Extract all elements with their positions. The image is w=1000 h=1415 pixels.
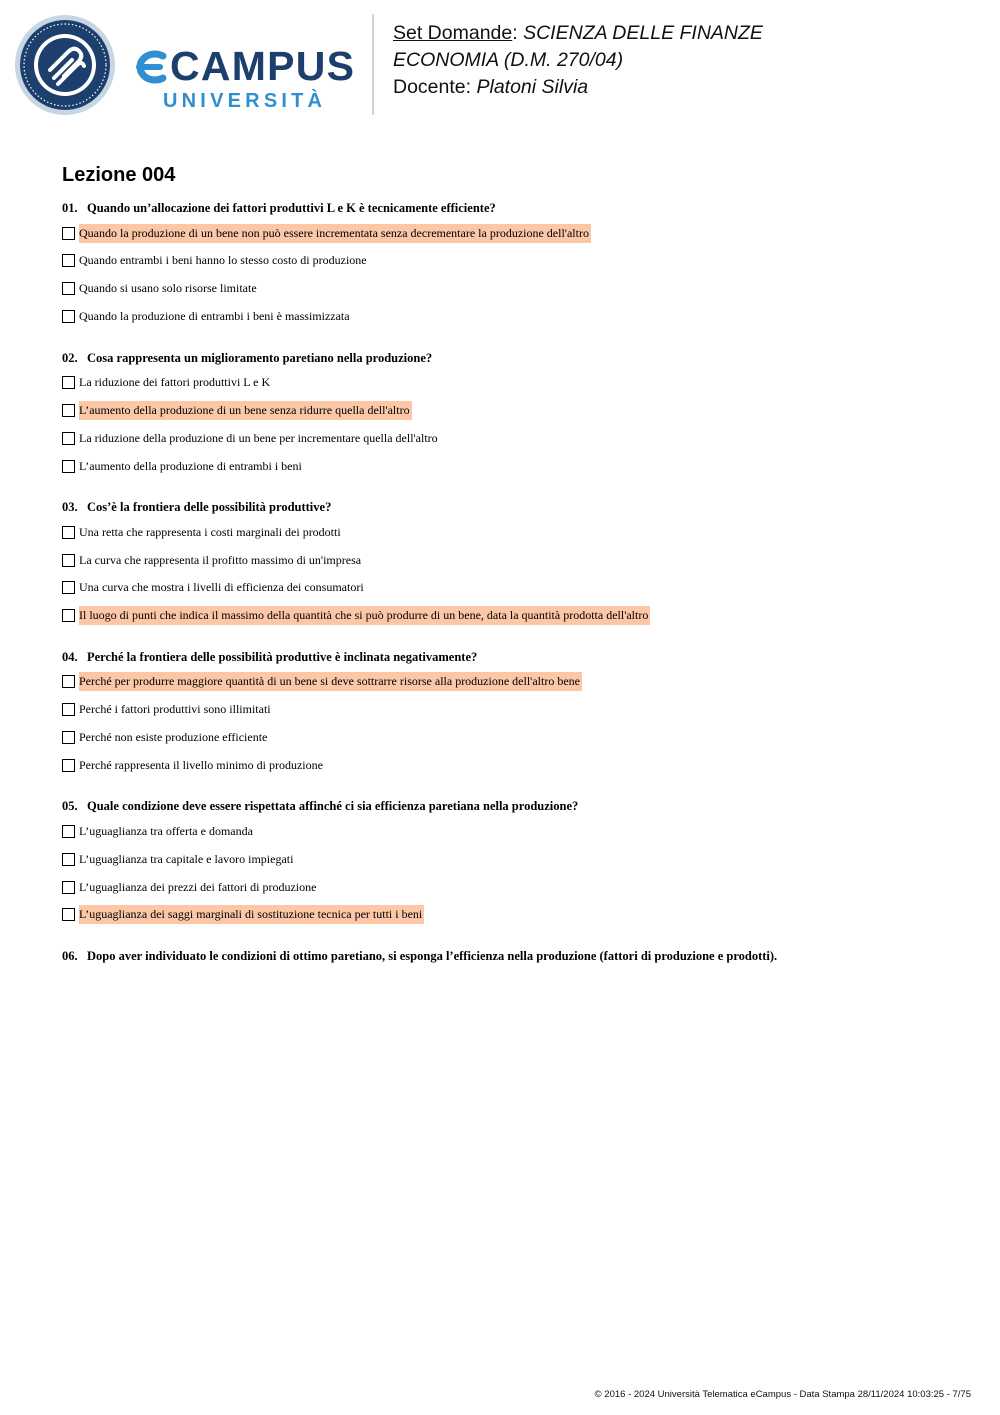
answer-option[interactable] [62, 373, 962, 393]
question-list [62, 198, 962, 966]
question-number: 02. [62, 350, 78, 365]
question-label: Cosa rappresenta un miglioramento paretiano nella produzione? [87, 350, 433, 365]
answer-checkbox[interactable] [62, 554, 75, 567]
answer-option[interactable] [62, 428, 962, 448]
answer-checkbox[interactable] [62, 853, 75, 866]
answer-text: La curva che rappresenta il profitto massimo di un'impresa [79, 552, 362, 567]
answer-option[interactable] [62, 755, 962, 775]
question-text [62, 647, 962, 667]
teacher-name: Platoni Silvia [476, 76, 589, 98]
course-line2: ECONOMIA (D.M. 270/04) [393, 49, 624, 71]
answer-text-highlighted: Il luogo di punti che indica il massimo della quantità che si può produrre di un bene, data la quantità prodotta dell'altro [79, 606, 650, 625]
answer-text-highlighted: Quando la produzione di un bene non può essere incrementata senza decrementare la produzione dell'altro [79, 224, 591, 243]
header-info [393, 20, 763, 101]
answer-option[interactable] [62, 727, 962, 747]
question-number: 06. [62, 948, 78, 963]
main-content [62, 162, 962, 971]
answer-option[interactable] [62, 849, 962, 869]
answer-option[interactable] [62, 672, 962, 692]
question-4 [62, 647, 962, 776]
answer-option[interactable] [62, 606, 962, 626]
set-line [393, 20, 763, 47]
answer-text: Perché i fattori produttivi sono illimitati [79, 702, 271, 717]
answer-text: Perché rappresenta il livello minimo di produzione [79, 757, 323, 772]
question-text [62, 796, 962, 816]
answer-option[interactable] [62, 279, 962, 299]
answer-option[interactable] [62, 456, 962, 476]
answer-text: L’aumento della produzione di entrambi i beni [79, 458, 302, 473]
answer-checkbox[interactable] [62, 908, 75, 921]
question-label: Dopo aver individuato le condizioni di ottimo paretiano, si esponga l’efficienza nella produzione (fattori di produzione e prodotti). [87, 948, 778, 963]
ecampus-seal-logo [14, 14, 116, 116]
answer-option[interactable] [62, 578, 962, 598]
set-separator: : [512, 22, 518, 44]
answer-option[interactable] [62, 400, 962, 420]
answer-checkbox[interactable] [62, 881, 75, 894]
ecampus-wordmark-logo [133, 38, 355, 112]
answer-checkbox[interactable] [62, 376, 75, 389]
answer-text: Una retta che rappresenta i costi marginali dei prodotti [79, 524, 341, 539]
question-6 [62, 946, 962, 966]
answer-option[interactable] [62, 550, 962, 570]
answer-checkbox[interactable] [62, 759, 75, 772]
question-number: 01. [62, 201, 78, 215]
header-divider [372, 14, 374, 115]
answer-checkbox[interactable] [62, 675, 75, 688]
answer-option[interactable] [62, 877, 962, 897]
answer-text: Quando si usano solo risorse limitate [79, 281, 257, 296]
teacher-line [393, 74, 763, 101]
course-name: SCIENZA DELLE FINANZE [523, 22, 763, 44]
answer-text: L’uguaglianza dei prezzi dei fattori di produzione [79, 879, 317, 894]
set-label: Set Domande [393, 22, 513, 44]
answer-text: Quando la produzione di entrambi i beni è massimizzata [79, 309, 350, 324]
answer-text-highlighted: Perché per produrre maggiore quantità di un bene si deve sottrarre risorse alla produzione dell'altro bene [79, 672, 582, 691]
question-label: Cos’è la frontiera delle possibilità produttive? [87, 500, 332, 515]
question-label: Perché la frontiera delle possibilità produttive è inclinata negativamente? [87, 649, 478, 664]
answer-checkbox[interactable] [62, 825, 75, 838]
question-text [62, 497, 962, 517]
answer-text: Quando entrambi i beni hanno lo stesso costo di produzione [79, 253, 367, 268]
footer: © 2016 - 2024 Università Telematica eCampus - Data Stampa 28/11/2024 10:03:25 - 7/75 [594, 1389, 971, 1400]
question-5 [62, 796, 962, 925]
brand-sub: UNIVERSITÀ [163, 90, 326, 112]
answer-text: L’uguaglianza tra capitale e lavoro impiegati [79, 851, 294, 866]
answer-text-highlighted: L’uguaglianza dei saggi marginali di sostituzione tecnica per tutti i beni [79, 905, 424, 924]
answer-checkbox[interactable] [62, 404, 75, 417]
question-text [62, 198, 962, 218]
answer-text: Una curva che mostra i livelli di efficienza dei consumatori [79, 580, 364, 595]
answer-option[interactable] [62, 905, 962, 925]
question-label: Quando un’allocazione dei fattori produttivi L e K è tecnicamente efficiente? [87, 201, 496, 215]
answer-checkbox[interactable] [62, 526, 75, 539]
answer-checkbox[interactable] [62, 254, 75, 267]
question-label: Quale condizione deve essere rispettata affinché ci sia efficienza paretiana nella produzione? [87, 799, 579, 814]
answer-checkbox[interactable] [62, 731, 75, 744]
answer-checkbox[interactable] [62, 310, 75, 323]
answer-text: La riduzione dei fattori produttivi L e K [79, 375, 271, 390]
answer-text: Perché non esiste produzione efficiente [79, 729, 268, 744]
question-text [62, 348, 962, 368]
question-1 [62, 198, 962, 327]
answer-checkbox[interactable] [62, 460, 75, 473]
question-number: 03. [62, 500, 78, 515]
lesson-title: Lezione 004 [62, 164, 176, 186]
page-header [0, 0, 1000, 130]
answer-option[interactable] [62, 522, 962, 542]
answer-option[interactable] [62, 223, 962, 243]
question-number: 05. [62, 799, 78, 814]
question-number: 04. [62, 649, 78, 664]
answer-checkbox[interactable] [62, 609, 75, 622]
answer-checkbox[interactable] [62, 703, 75, 716]
answer-text: La riduzione della produzione di un bene per incrementare quella dell'altro [79, 430, 438, 445]
teacher-label: Docente: [393, 76, 472, 98]
question-text [62, 946, 962, 966]
answer-text-highlighted: L’aumento della produzione di un bene senza ridurre quella dell'altro [79, 401, 412, 420]
brand-name: CAMPUS [170, 43, 354, 89]
answer-checkbox[interactable] [62, 282, 75, 295]
question-3 [62, 497, 962, 626]
answer-checkbox[interactable] [62, 227, 75, 240]
answer-option[interactable] [62, 700, 962, 720]
answer-option[interactable] [62, 307, 962, 327]
answer-option[interactable] [62, 821, 962, 841]
answer-option[interactable] [62, 251, 962, 271]
answer-text: L’uguaglianza tra offerta e domanda [79, 823, 253, 838]
answer-checkbox[interactable] [62, 432, 75, 445]
question-2 [62, 348, 962, 477]
answer-checkbox[interactable] [62, 581, 75, 594]
